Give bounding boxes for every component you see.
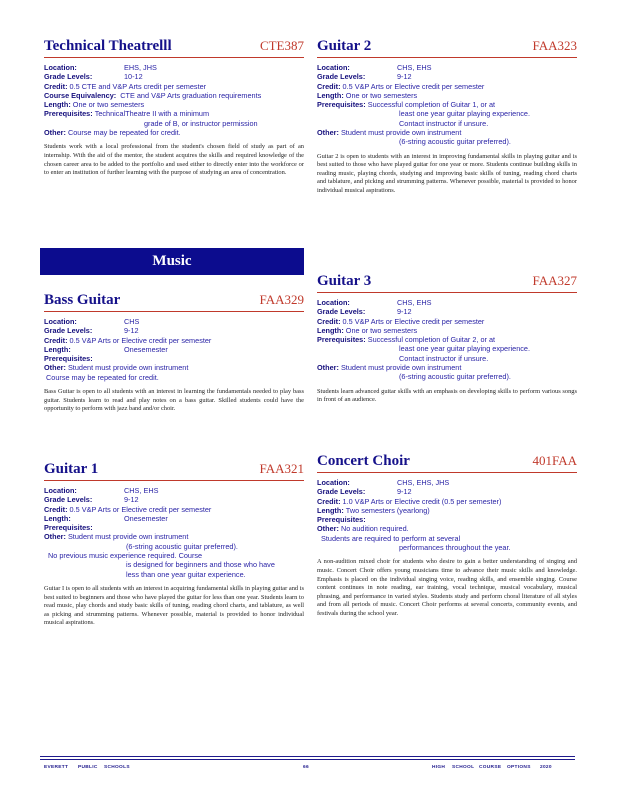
location-label: Location: xyxy=(317,298,350,307)
other-value: is designed for beginners and those who have xyxy=(126,560,275,570)
grade-levels-label: Grade Levels: xyxy=(44,72,93,82)
course-guitar-1 xyxy=(44,461,304,628)
prereq-label: Prerequisites: xyxy=(44,354,93,364)
credit-value: 0.5 CTE and V&P Arts credit per semester xyxy=(69,81,207,91)
credit-label: Credit: xyxy=(44,335,68,345)
course-concert-choir xyxy=(317,453,577,619)
prereq-value: least one year guitar playing experience. xyxy=(399,109,531,119)
course-code: FAA329 xyxy=(259,292,304,307)
other-value: Student must provide own instrument xyxy=(67,363,189,373)
course-description: Guitar 2 is open to students with an interest in improving fundamental skills in playing guitar and is best suited to those who have played guitar for one year or more. Students continue building skills in reading music, playing chords, studying and improving basic skills of tuning, reading chord charts and tablature, and picking and strumming patterns. Whenever possible, material is provided to honor individual musical aspirations. xyxy=(317,152,577,195)
course-description: Bass Guitar is open to all students with an interest in learning the fundamentals needed to play bass guitar. Students learn to read and play notes on a bass guitar. Skilled students could have the opportunity to perform with jazz band and/or choir. xyxy=(44,388,304,413)
prereq-label: Prerequisites: xyxy=(317,515,366,525)
location-value: CHS xyxy=(124,317,140,326)
location-label: Location: xyxy=(44,317,77,326)
location-label: Location: xyxy=(44,486,77,495)
length-value: Two semesters (yearlong) xyxy=(345,505,430,515)
prereq-label: Prerequisites: xyxy=(44,523,93,533)
prereq-label: Prerequisites: xyxy=(317,335,366,345)
length-label: Length: xyxy=(44,100,71,110)
prereq-value: TechnicalTheatre II with a minimum xyxy=(94,109,210,119)
grade-levels-label: Grade Levels: xyxy=(317,487,366,497)
footer-page-number: 66 xyxy=(303,765,309,770)
credit-value: 0.5 V&P Arts or Elective credit per semester xyxy=(342,316,485,326)
location-value: CHS, EHS xyxy=(397,63,432,72)
course-title: Technical Theatrelll xyxy=(44,38,172,54)
prereq-label: Prerequisites: xyxy=(317,100,366,110)
other-value: Student must provide own instrument xyxy=(340,128,462,138)
prereq-value: Contact instructor if unsure. xyxy=(399,118,489,128)
course-description: Students work with a local professional from the student's chosen field of study as part of an internship. With the aid of the mentor, the student acquires the skills and required knowledge of the chosen career area to be added to the portfolio and used either to directly enter into the workforce or to enter an institution of further learning with the purpose of studying an area of concentration. xyxy=(44,143,304,177)
footer-district: EVERETT xyxy=(44,765,69,770)
footer-catalog: SCHOOL xyxy=(452,765,475,770)
course-code: CTE387 xyxy=(259,38,304,53)
credit-value: 1.0 V&P Arts or Elective credit (0.5 per semester) xyxy=(342,496,502,506)
length-label: Length: xyxy=(317,90,344,100)
course-title: Guitar 1 xyxy=(44,461,99,477)
other-value: Student must provide own instrument xyxy=(340,363,462,373)
other-value: Course may be repeated for credit. xyxy=(67,128,181,138)
length-label: Length: xyxy=(44,513,71,523)
course-guitar-2 xyxy=(317,38,577,196)
grade-levels-value: 9-12 xyxy=(397,487,412,497)
credit-label: Credit: xyxy=(317,496,341,506)
location-label: Location: xyxy=(44,63,77,72)
course-fields xyxy=(317,63,577,147)
other-value: (6-string acoustic guitar preferred). xyxy=(399,372,511,382)
other-label: Other: xyxy=(317,363,339,373)
prereq-value: Successful completion of Guitar 1, or at xyxy=(367,100,496,110)
course-description: A non-audition mixed choir for students who desire to gain a better understanding of singing and music. Concert Choir offers young musicians time to advance their music skills and knowledge. Emphasis is placed on the individual singing voice, reading skills, and ensemble singing. Course content continues in note reading, ear training, vocal technique, musical vocabulary, musical phrasing, and performance in varied styles. Students study and perform choral literature of all styles and from all periods of music. Concert Choir performs at several concerts, community events, and festivals during the school year. xyxy=(317,558,577,617)
credit-label: Credit: xyxy=(44,81,68,91)
prereq-label: Prerequisites: xyxy=(44,109,93,119)
prereq-value: grade of B, or instructor permission xyxy=(144,118,258,128)
course-description: Students learn advanced guitar skills with an emphasis on developing skills to perform various songs in front of an audience. xyxy=(317,387,577,404)
right-column xyxy=(317,38,577,617)
course-header xyxy=(317,273,577,293)
credit-value: 0.5 V&P Arts or Elective credit per semester xyxy=(69,504,212,514)
length-value: Onesemester xyxy=(124,344,168,354)
section-band-music: Music xyxy=(40,248,304,275)
grade-levels-label: Grade Levels: xyxy=(317,307,366,317)
course-title: Guitar 3 xyxy=(317,273,372,289)
footer-catalog: OPTIONS xyxy=(507,765,531,770)
credit-label: Credit: xyxy=(44,504,68,514)
course-description: Guitar I is open to all students with an interest in acquiring fundamental skills in playing guitar and is best suited to beginners and those who have played the guitar for less than one year. Students learn to read music, play chords and study basic skills of tuning, reading chord charts, and tablature, as well as picking and strumming patterns. Whenever possible, material is provided to honor individual musical aspirations. xyxy=(44,584,304,627)
location-label: Location: xyxy=(317,63,350,72)
grade-levels-label: Grade Levels: xyxy=(44,326,93,336)
prereq-value: Contact instructor if unsure. xyxy=(399,353,489,363)
course-title: Guitar 2 xyxy=(317,38,372,54)
other-value: (6-string acoustic guitar preferred). xyxy=(126,541,238,551)
course-fields xyxy=(44,486,304,579)
length-value: One or two semesters xyxy=(345,90,418,100)
length-label: Length: xyxy=(317,505,344,515)
course-fields xyxy=(317,478,577,552)
footer-district: PUBLIC xyxy=(78,765,98,770)
other-label: Other: xyxy=(44,363,66,373)
course-code: FAA321 xyxy=(259,461,304,476)
length-label: Length: xyxy=(44,344,71,354)
other-value: Students are required to perform at several xyxy=(321,533,461,543)
footer-catalog: 2020 xyxy=(540,765,552,770)
length-label: Length: xyxy=(317,325,344,335)
other-value: Course may be repeated for credit. xyxy=(46,372,159,382)
other-value: performances throughout the year. xyxy=(399,543,511,553)
course-title: Concert Choir xyxy=(317,453,410,469)
prereq-value: least one year guitar playing experience. xyxy=(399,344,531,354)
course-code: FAA323 xyxy=(532,38,577,53)
course-code: FAA327 xyxy=(532,273,577,288)
location-value: CHS, EHS xyxy=(397,298,432,307)
credit-value: 0.5 V&P Arts or Elective credit per semester xyxy=(69,335,212,345)
course-header xyxy=(44,292,304,312)
course-header xyxy=(317,453,577,473)
course-bass-guitar xyxy=(44,292,304,414)
course-fields xyxy=(317,298,577,382)
course-guitar-3 xyxy=(317,273,577,405)
course-header xyxy=(317,38,577,58)
other-label: Other: xyxy=(317,128,339,138)
other-value: less than one year guitar experience. xyxy=(126,569,246,579)
grade-levels-label: Grade Levels: xyxy=(44,495,93,505)
other-label: Other: xyxy=(44,128,66,138)
prereq-value: Successful completion of Guitar 2, or at xyxy=(367,335,496,345)
other-value: No previous music experience required. Course xyxy=(48,551,203,561)
grade-levels-value: 9-12 xyxy=(397,72,412,82)
course-title: Bass Guitar xyxy=(44,292,121,308)
footer-rule xyxy=(40,756,575,757)
course-code: 401FAA xyxy=(532,453,577,468)
grade-levels-label: Grade Levels: xyxy=(317,72,366,82)
course-technical-theatre xyxy=(44,38,304,248)
other-label: Other: xyxy=(317,524,339,534)
credit-label: Credit: xyxy=(317,81,341,91)
equivalency-value: CTE and V&P Arts graduation requirements xyxy=(120,90,262,100)
course-fields xyxy=(44,317,304,382)
credit-value: 0.5 V&P Arts or Elective credit per semester xyxy=(342,81,485,91)
length-value: Onesemester xyxy=(124,513,168,523)
length-value: One or two semesters xyxy=(72,100,145,110)
other-value: (6-string acoustic guitar preferred). xyxy=(399,137,511,147)
course-fields xyxy=(44,63,304,137)
grade-levels-value: 9-12 xyxy=(124,495,139,505)
location-label: Location: xyxy=(317,478,350,487)
grade-levels-value: 10-12 xyxy=(124,72,143,82)
footer-catalog: COURSE xyxy=(479,765,502,770)
footer-catalog: HIGH xyxy=(432,765,446,770)
grade-levels-value: 9-12 xyxy=(124,326,139,336)
course-header xyxy=(44,38,304,58)
other-value: No audition required. xyxy=(340,524,409,534)
other-value: Student must provide own instrument xyxy=(67,532,189,542)
other-label: Other: xyxy=(44,532,66,542)
length-value: One or two semesters xyxy=(345,325,418,335)
left-column xyxy=(44,38,304,627)
location-value: EHS, JHS xyxy=(124,63,157,72)
location-value: CHS, EHS, JHS xyxy=(397,478,450,487)
equivalency-label: Course Equivalency: xyxy=(44,90,117,100)
footer-rule-2 xyxy=(40,759,575,760)
grade-levels-value: 9-12 xyxy=(397,307,412,317)
footer-district: SCHOOLS xyxy=(104,765,130,770)
credit-label: Credit: xyxy=(317,316,341,326)
location-value: CHS, EHS xyxy=(124,486,159,495)
course-header xyxy=(44,461,304,481)
